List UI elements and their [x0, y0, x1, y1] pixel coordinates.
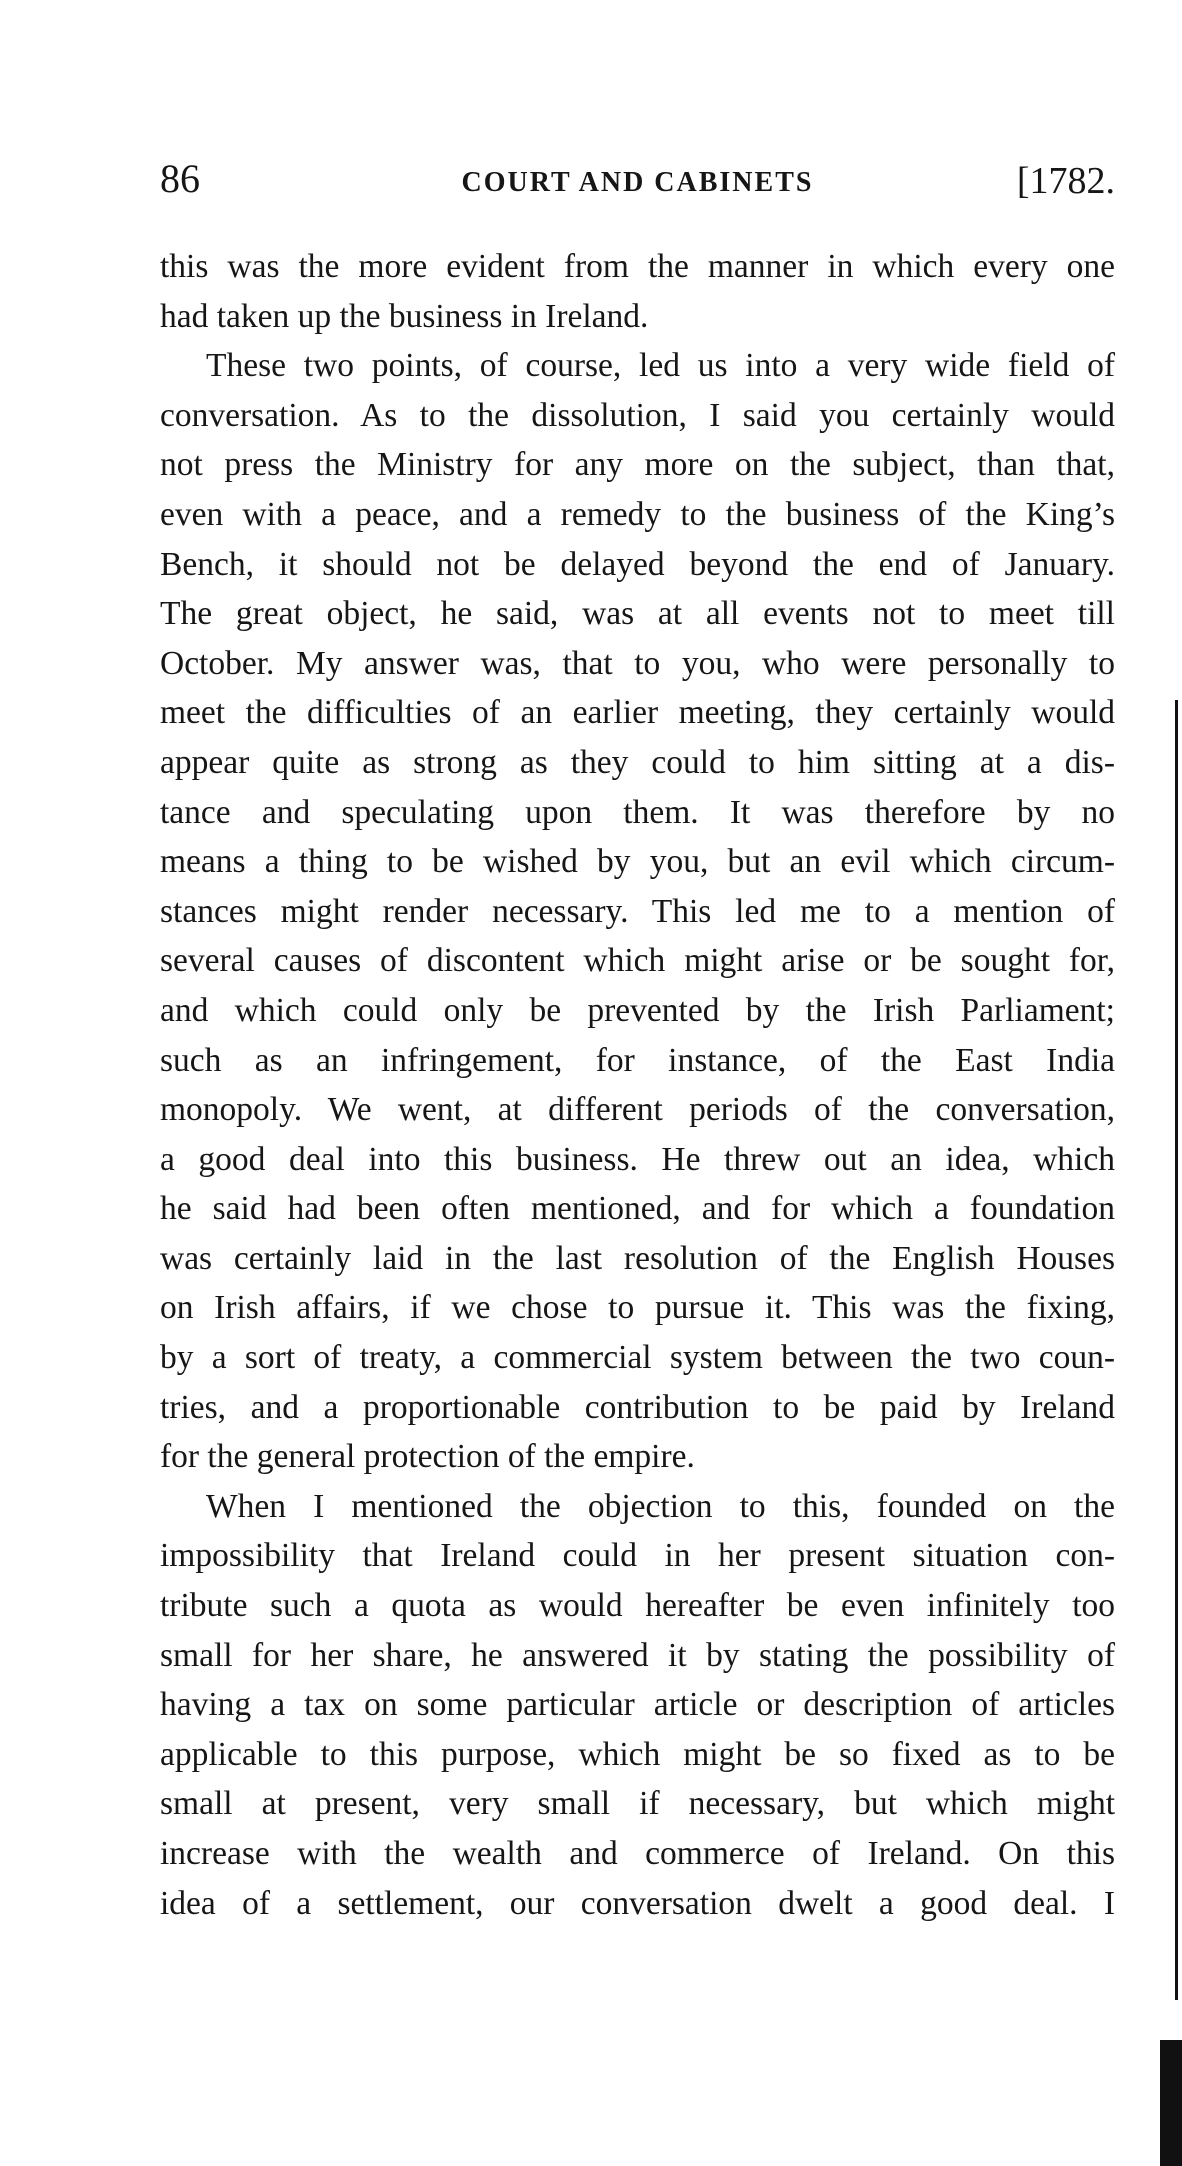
text-line: such as an infringement, for instance, of the East India [160, 1041, 1115, 1079]
text-line: The great object, he said, was at all events not to meet till [160, 595, 1115, 633]
text-line: several causes of discontent which might arise or be sought for, [160, 942, 1115, 980]
page-header [160, 155, 1115, 215]
text-line: not press the Ministry for any more on the subject, than that, [160, 446, 1115, 484]
text-line: impossibility that Ireland could in her present situation con- [160, 1537, 1115, 1575]
text-line: applicable to this purpose, which might be so fixed as to be [160, 1735, 1115, 1773]
text-line: having a tax on some particular article or description of articles [160, 1686, 1115, 1724]
page-number: 86 [160, 156, 200, 201]
text-line: on Irish affairs, if we chose to pursue it. This was the fixing, [160, 1289, 1115, 1327]
text-line: this was the more evident from the manner in which every one [160, 248, 1115, 285]
text-line: a good deal into this business. He threw out an idea, which [160, 1140, 1115, 1178]
text-line: means a thing to be wished by you, but an evil which circum- [160, 843, 1115, 881]
text-line: Bench, it should not be delayed beyond the end of January. [160, 545, 1115, 583]
text-line: meet the difficulties of an earlier meeting, they certainly would [160, 694, 1115, 732]
text-line: even with a peace, and a remedy to the business of the King’s [160, 495, 1115, 533]
text-line: for the general protection of the empire. [160, 1438, 695, 1476]
text-line: monopoly. We went, at different periods of the conversation, [160, 1091, 1115, 1129]
text-line: tribute such a quota as would hereafter be even infinitely too [160, 1587, 1115, 1625]
text-line: When I mentioned the objection to this, founded on the [206, 1487, 1115, 1525]
running-title: COURT AND CABINETS [461, 167, 814, 198]
page-edge-shadow-bottom [1160, 2040, 1182, 2166]
text-line: had taken up the business in Ireland. [160, 297, 649, 335]
text-line: October. My answer was, that to you, who were personally to [160, 644, 1115, 682]
text-line: These two points, of course, led us into a very wide field of [206, 347, 1115, 385]
text-line: and which could only be prevented by the Irish Parliament; [160, 991, 1115, 1029]
text-line: was certainly laid in the last resolution of the English Houses [160, 1239, 1115, 1277]
text-line: appear quite as strong as they could to him sitting at a dis- [160, 743, 1115, 781]
text-line: he said had been often mentioned, and for which a foundation [160, 1190, 1115, 1228]
text-line: small for her share, he answered it by stating the possibility of [160, 1636, 1115, 1674]
text-line: by a sort of treaty, a commercial system between the two coun- [160, 1339, 1115, 1377]
text-line: tries, and a proportionable contribution to be paid by Ireland [160, 1388, 1115, 1426]
text-line: stances might render necessary. This led me to a mention of [160, 892, 1115, 930]
text-line: small at present, very small if necessary, but which might [160, 1785, 1115, 1823]
header-year: [1782. [1016, 160, 1115, 202]
page-edge-shadow [1175, 700, 1178, 2000]
text-line: idea of a settlement, our conversation dwelt a good deal. I [160, 1884, 1115, 1922]
text-line: increase with the wealth and commerce of Ireland. On this [160, 1835, 1115, 1872]
text-line: tance and speculating upon them. It was therefore by no [160, 793, 1115, 831]
text-line: conversation. As to the dissolution, I said you certainly would [160, 396, 1115, 434]
body-text [160, 242, 1115, 1928]
